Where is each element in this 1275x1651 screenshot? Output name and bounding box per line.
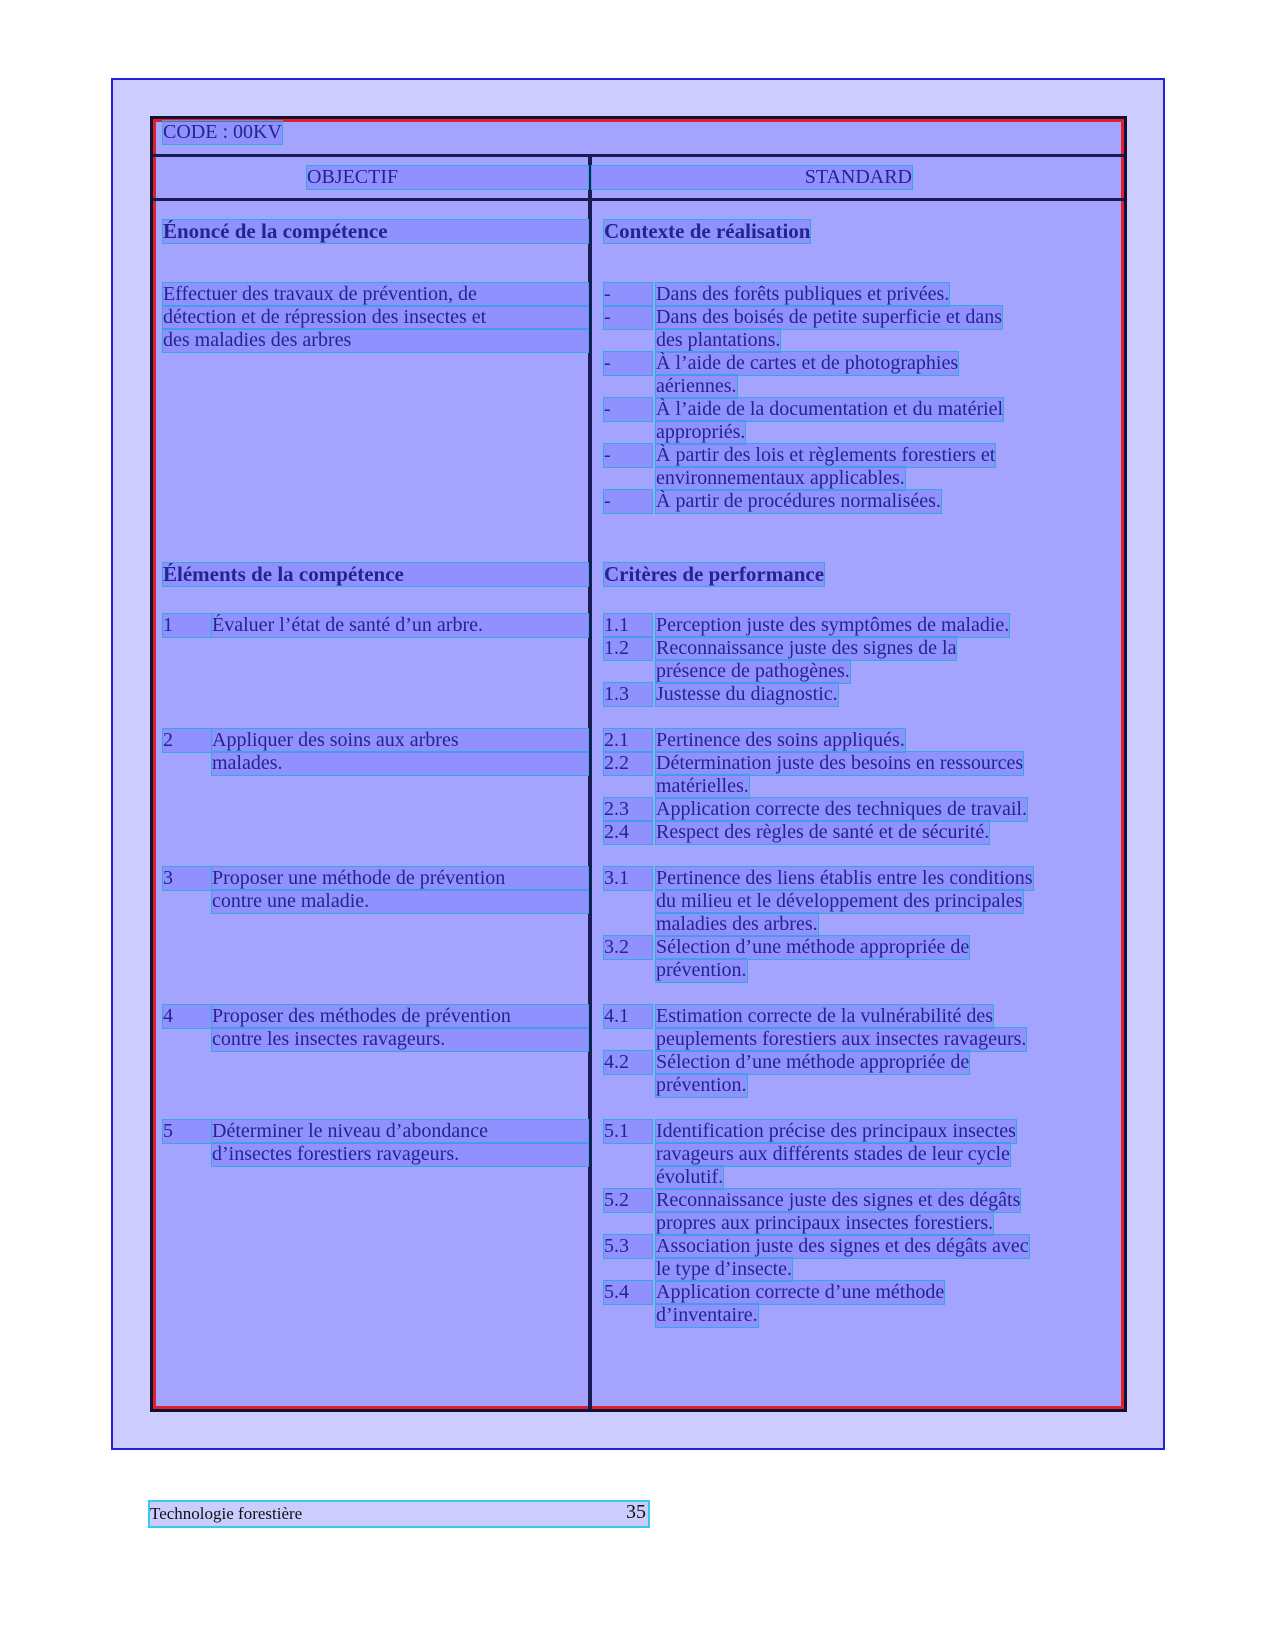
criterion-line: Pertinence des liens établis entre les conditions: [656, 867, 1033, 889]
elements-heading: Éléments de la compétence: [163, 563, 588, 586]
contexte-line: À partir de procédures normalisées.: [656, 490, 941, 512]
code-label: CODE : 00KV: [163, 121, 282, 143]
element-line: malades.: [212, 752, 588, 775]
enonce-line: Effectuer des travaux de prévention, de: [163, 283, 588, 306]
criterion-number: 5.4: [604, 1281, 652, 1304]
criterion-line: Perception juste des symptômes de maladie.: [656, 614, 1010, 636]
criterion-number: 2.4: [604, 821, 652, 844]
element-line: Déterminer le niveau d’abondance: [212, 1120, 588, 1143]
criterion-line: évolutif.: [656, 1166, 724, 1188]
criterion-number: 5.1: [604, 1120, 652, 1143]
criterion-line: Justesse du diagnostic.: [656, 683, 838, 705]
element-line: Appliquer des soins aux arbres: [212, 729, 588, 752]
enonce-line: détection et de répression des insectes et: [163, 306, 588, 329]
contexte-line: des plantations.: [656, 329, 781, 351]
criterion-line: Estimation correcte de la vulnérabilité des: [656, 1005, 994, 1027]
criterion-line: Détermination juste des besoins en ressources: [656, 752, 1024, 774]
enonce-heading: Énoncé de la compétence: [163, 220, 588, 243]
criterion-line: ravageurs aux différents stades de leur cycle: [656, 1143, 1010, 1165]
contexte-bullet: -: [604, 398, 652, 421]
page-number: 35: [626, 1501, 646, 1523]
criterion-line: Identification précise des principaux insectes: [656, 1120, 1016, 1142]
page-footer: [150, 1502, 648, 1526]
divider-under-code: [153, 154, 1124, 157]
criterion-line: Application correcte des techniques de travail.: [656, 798, 1027, 820]
contexte-bullet: -: [604, 306, 652, 329]
divider-under-columns: [153, 198, 1124, 201]
column-divider: [588, 157, 592, 1409]
contexte-line: environnementaux applicables.: [656, 467, 905, 489]
criterion-number: 2.1: [604, 729, 652, 752]
criterion-number: 2.3: [604, 798, 652, 821]
criteres-heading: Critères de performance: [604, 562, 825, 586]
criterion-line: le type d’insecte.: [656, 1258, 793, 1280]
contexte-line: aériennes.: [656, 375, 737, 397]
criterion-line: matérielles.: [656, 775, 749, 797]
criterion-line: d’inventaire.: [656, 1304, 758, 1326]
criterion-line: peuplements forestiers aux insectes ravageurs.: [656, 1028, 1027, 1050]
criterion-line: du milieu et le développement des principales: [656, 890, 1023, 912]
column-header-standard: STANDARD: [592, 166, 912, 189]
element-line: Évaluer l’état de santé d’un arbre.: [212, 614, 588, 637]
element-number: 2: [163, 729, 211, 752]
element-line: Proposer des méthodes de prévention: [212, 1005, 588, 1028]
criterion-number: 4.2: [604, 1051, 652, 1074]
criterion-line: prévention.: [656, 1074, 747, 1096]
contexte-line: appropriés.: [656, 421, 746, 443]
criterion-number: 4.1: [604, 1005, 652, 1028]
criterion-line: maladies des arbres.: [656, 913, 818, 935]
contexte-line: À l’aide de cartes et de photographies: [656, 352, 959, 374]
element-line: Proposer une méthode de prévention: [212, 867, 588, 890]
element-number: 4: [163, 1005, 211, 1028]
enonce-line: des maladies des arbres: [163, 329, 588, 352]
criterion-number: 3.2: [604, 936, 652, 959]
criterion-number: 1.3: [604, 683, 652, 706]
contexte-line: À partir des lois et règlements forestiers et: [656, 444, 996, 466]
column-header-objectif: OBJECTIF: [307, 166, 588, 189]
contexte-line: Dans des boisés de petite superficie et dans: [656, 306, 1003, 328]
contexte-heading: Contexte de réalisation: [604, 219, 811, 243]
criterion-line: Reconnaissance juste des signes de la: [656, 637, 957, 659]
element-line: d’insectes forestiers ravageurs.: [212, 1143, 588, 1166]
element-number: 3: [163, 867, 211, 890]
criterion-line: prévention.: [656, 959, 747, 981]
criterion-number: 2.2: [604, 752, 652, 775]
criterion-line: Association juste des signes et des dégâts avec: [656, 1235, 1029, 1257]
contexte-bullet: -: [604, 352, 652, 375]
contexte-bullet: -: [604, 444, 652, 467]
criterion-line: propres aux principaux insectes forestiers.: [656, 1212, 994, 1234]
criterion-line: Respect des règles de santé et de sécurité.: [656, 821, 990, 843]
element-number: 5: [163, 1120, 211, 1143]
criterion-number: 1.1: [604, 614, 652, 637]
criterion-number: 1.2: [604, 637, 652, 660]
footer-label: Technologie forestière: [150, 1504, 303, 1523]
criterion-line: Sélection d’une méthode appropriée de: [656, 1051, 970, 1073]
element-line: contre une maladie.: [212, 890, 588, 913]
criterion-line: Application correcte d’une méthode: [656, 1281, 945, 1303]
element-number: 1: [163, 614, 211, 637]
criterion-number: 5.2: [604, 1189, 652, 1212]
criterion-line: présence de pathogènes.: [656, 660, 850, 682]
element-line: contre les insectes ravageurs.: [212, 1028, 588, 1051]
contexte-bullet: -: [604, 490, 652, 513]
criterion-line: Pertinence des soins appliqués.: [656, 729, 905, 751]
contexte-line: Dans des forêts publiques et privées.: [656, 283, 950, 305]
criterion-number: 3.1: [604, 867, 652, 890]
criterion-line: Sélection d’une méthode appropriée de: [656, 936, 970, 958]
criterion-number: 5.3: [604, 1235, 652, 1258]
contexte-line: À l’aide de la documentation et du matériel: [656, 398, 1004, 420]
contexte-bullet: -: [604, 283, 652, 306]
criterion-line: Reconnaissance juste des signes et des dégâts: [656, 1189, 1021, 1211]
